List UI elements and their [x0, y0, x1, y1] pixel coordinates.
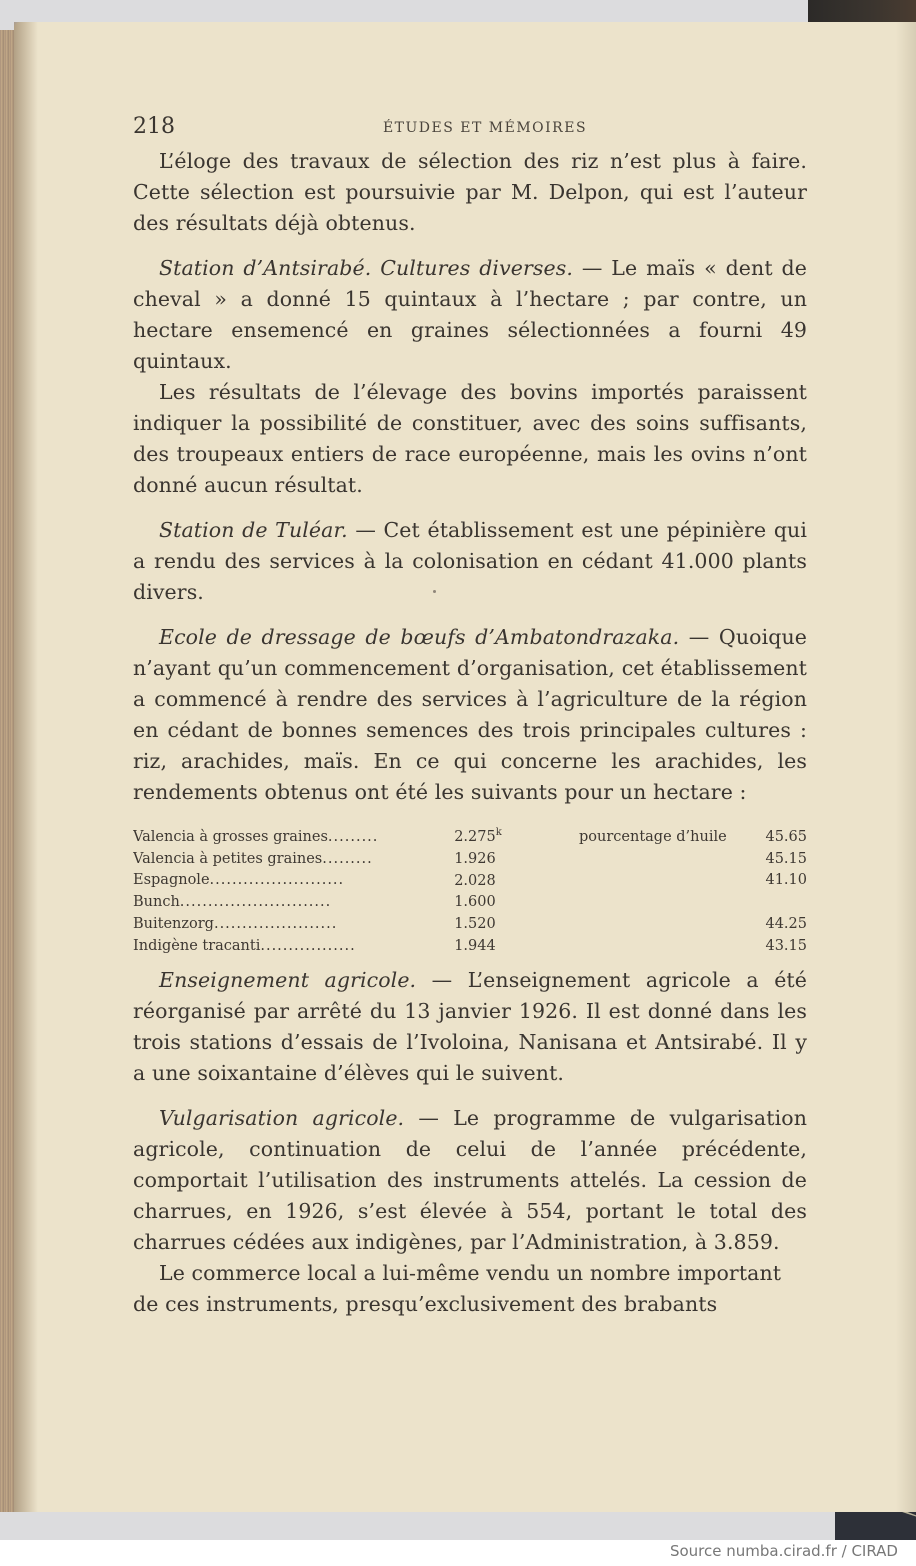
peanut-yield-table	[133, 822, 807, 953]
paragraph-commerce	[133, 1258, 807, 1320]
oil-percentage: 41.10	[765, 872, 807, 889]
variety-name: Valencia à petites graines	[133, 850, 323, 867]
variety-name: Valencia à grosses graines	[133, 828, 328, 845]
section-lead: Enseignement agricole.	[159, 967, 417, 992]
paragraph-antsirabe	[133, 253, 807, 377]
book-binding-top	[808, 0, 916, 22]
paragraph-ambatondrazaka	[133, 622, 807, 808]
section-lead: Vulgarisation agricole.	[159, 1105, 405, 1130]
leader-dots: ......................	[213, 916, 338, 933]
leader-dots: .................	[260, 937, 356, 954]
variety-name: Espagnole	[133, 872, 210, 889]
yield-value: 1.600	[454, 894, 496, 911]
variety-name: Indigène tracanti	[133, 937, 261, 954]
paragraph-vulgarisation	[133, 1103, 807, 1258]
paragraph-text: Les résultats de l’élevage des bovins importés paraissent indiquer la possibilité de constituer, avec des soins suffisants, des troupeaux entiers de race européenne, mais les ovins n’ont donné aucun résultat.	[133, 380, 807, 497]
unit-suffix: k	[495, 827, 502, 838]
paragraph-text: — L’enseignement agricole a été réorganisé par arrêté du 13 janvier 1926. Il est donné dans les trois stations d’essais de l’Ivoloina, Nanisana et Antsirabé. Il y a une soixantaine d’élèves qui le suivent.	[133, 967, 807, 1085]
paragraph-livestock	[133, 377, 807, 501]
yield-value: 2.028	[454, 872, 496, 889]
section-lead: Station d’Antsirabé. Cultures diverses.	[159, 256, 573, 280]
running-head	[133, 110, 807, 146]
variety-name: Buitenzorg	[133, 916, 214, 933]
paragraph-enseignement	[133, 965, 807, 1089]
section-lead: Ecole de dressage de bœufs d’Ambatondrazaka.	[159, 625, 680, 649]
oil-label: pourcentage d’huile	[579, 828, 727, 845]
paragraph-text: — Le programme de vulgarisation agricole, continuation de celui de l’année précédente, comportait l’utilisation des instruments attelés. La cession de charrues, en 1926, s’est élevée à 554, portant le total des charrues cédées aux indigènes, par l’Administration, à 3.859.	[133, 1105, 807, 1254]
running-title: ÉTUDES ET MÉMOIRES	[382, 120, 588, 136]
yield-value: 2.275	[454, 828, 496, 845]
page-content	[133, 110, 807, 1320]
page-number: 218	[133, 114, 175, 139]
yield-value: 1.926	[454, 850, 496, 867]
section-lead: Station de Tuléar.	[159, 518, 348, 542]
yield-value: 1.520	[454, 916, 496, 933]
page-right-shade	[896, 22, 916, 1512]
paragraph-text: Le commerce local a lui-même vendu un nombre important de ces instruments, presqu’exclusivement des brabants	[133, 1260, 782, 1316]
oil-percentage: 43.15	[765, 937, 807, 954]
leader-dots: .........	[322, 850, 373, 867]
paragraph-tulear	[133, 515, 807, 608]
source-credit: Source numba.cirad.fr / CIRAD	[669, 1542, 898, 1560]
yield-value: 1.944	[454, 937, 496, 954]
leader-dots: .........	[327, 828, 379, 845]
paragraph-text: — Quoique n’ayant qu’un commencement d’organisation, cet établissement a commencé à rendre des services à l’agriculture de la région en cédant de bonnes semences des trois principales cultures : riz, arachides, maïs. En ce qui concerne les arachides, les rendements obtenus ont été les suivants pour un hectare :	[133, 625, 807, 804]
paragraph-text: L’éloge des travaux de sélection des riz n’est plus à faire. Cette sélection est poursuivie par M. Delpon, qui est l’auteur des résultats déjà obtenus.	[133, 149, 807, 235]
oil-percentage: 44.25	[765, 916, 807, 933]
leader-dots: ........................	[209, 872, 345, 889]
paragraph-text: — Cet établissement est une pépinière qui a rendu des services à la colonisation en cédant 41.000 plants divers.	[133, 518, 807, 604]
variety-name: Bunch	[133, 894, 180, 911]
page-gutter-shadow	[14, 22, 38, 1512]
paragraph-text: — Le maïs « dent de cheval » a donné 15 quintaux à l’hectare ; par contre, un hectare ensemencé en graines sélectionnées a fourni 49 quintaux.	[133, 256, 807, 373]
table-row	[133, 822, 807, 844]
oil-percentage: 45.15	[765, 850, 807, 867]
oil-percentage: 45.65	[765, 828, 807, 845]
paragraph-rice-selection	[133, 146, 807, 239]
leader-dots: ...........................	[179, 894, 332, 911]
